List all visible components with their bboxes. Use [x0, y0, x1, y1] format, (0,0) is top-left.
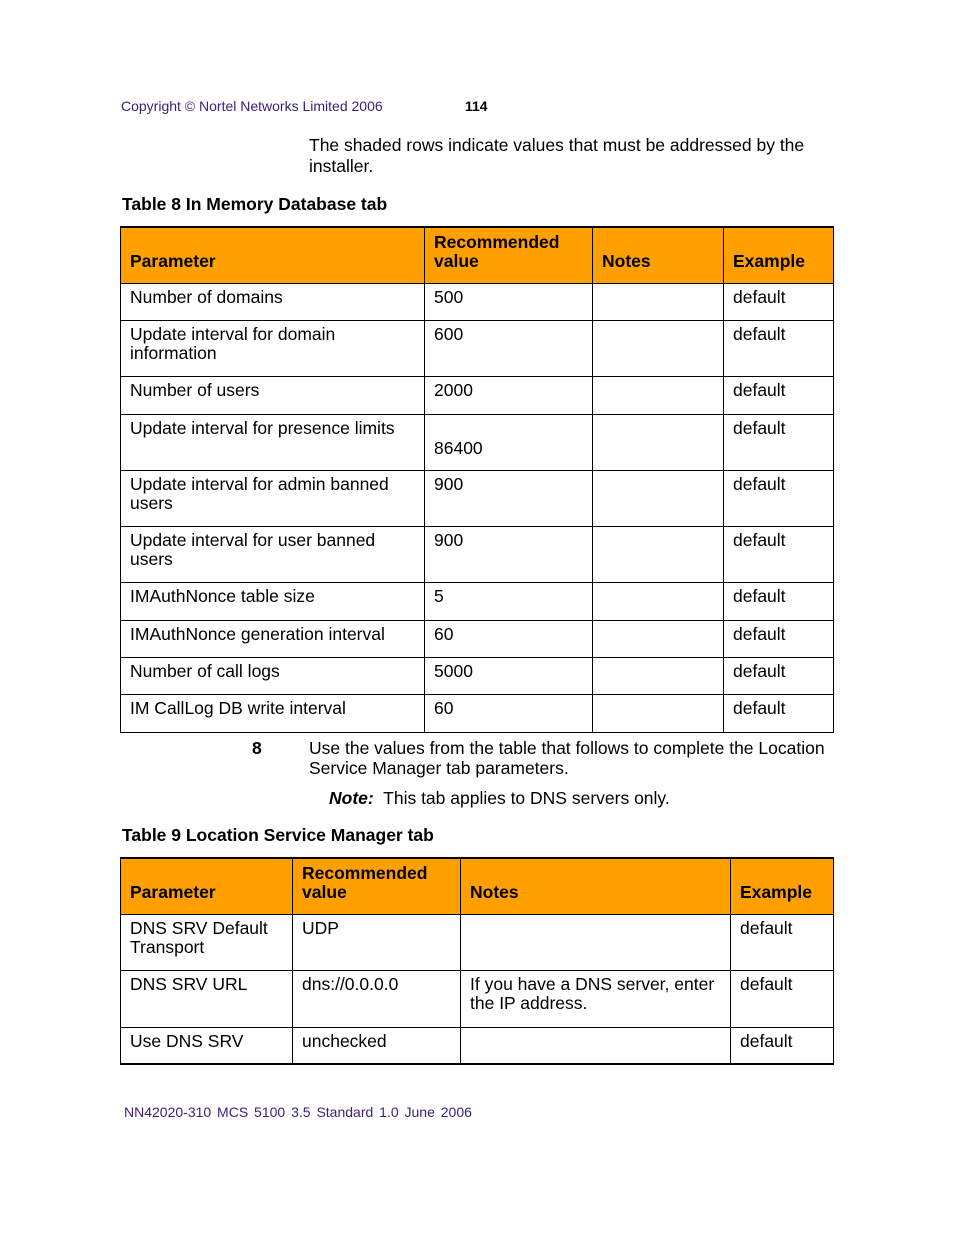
table-cell	[593, 376, 724, 414]
table-cell: IMAuthNonce generation interval	[121, 620, 425, 657]
table8	[120, 226, 834, 733]
table-cell: Number of users	[121, 376, 425, 414]
table9-header-row	[121, 858, 834, 914]
table-cell	[461, 1027, 731, 1064]
table-cell: default	[724, 657, 834, 694]
table-row	[121, 376, 834, 414]
table-row	[121, 470, 834, 526]
table-cell: 900	[425, 470, 593, 526]
table8-col-header: Example	[724, 227, 834, 283]
table-cell: IMAuthNonce table size	[121, 582, 425, 620]
table-cell	[593, 657, 724, 694]
table-cell: 86400	[425, 414, 593, 470]
table-cell: default	[724, 414, 834, 470]
table-cell: default	[731, 1027, 834, 1064]
copyright-header: Copyright © Nortel Networks Limited 2006	[121, 98, 383, 114]
table9	[120, 857, 834, 1065]
table9-col-header: Recommended value	[293, 858, 461, 914]
table-cell: Number of call logs	[121, 657, 425, 694]
note-label: Note:	[329, 788, 374, 808]
intro-paragraph: The shaded rows indicate values that must be addressed by the installer.	[309, 135, 805, 176]
step-number: 8	[252, 738, 262, 758]
table8-col-header: Recommended value	[425, 227, 593, 283]
table-cell: default	[724, 376, 834, 414]
table-row	[121, 582, 834, 620]
table-cell: 900	[425, 526, 593, 582]
step-text: Use the values from the table that follows to complete the Location Service Manager tab parameters.	[309, 738, 825, 778]
table-cell: 5	[425, 582, 593, 620]
table-cell	[593, 694, 724, 732]
table9-col-header: Parameter	[121, 858, 293, 914]
table-cell: 600	[425, 320, 593, 376]
table-row	[121, 970, 834, 1027]
table-cell: default	[724, 582, 834, 620]
note	[329, 788, 670, 809]
table9-caption: Table 9 Location Service Manager tab	[122, 825, 434, 845]
table-cell: Update interval for admin banned users	[121, 470, 425, 526]
note-text: This tab applies to DNS servers only.	[383, 788, 670, 808]
table-row	[121, 620, 834, 657]
table-cell: Update interval for domain information	[121, 320, 425, 376]
table-cell	[593, 582, 724, 620]
table-cell	[593, 526, 724, 582]
table-cell: default	[731, 914, 834, 970]
table-cell: Update interval for presence limits	[121, 414, 425, 470]
table-cell	[461, 914, 731, 970]
document-footer: NN42020-310 MCS 5100 3.5 Standard 1.0 June 2006	[124, 1104, 472, 1120]
table-cell: default	[724, 320, 834, 376]
table-cell	[593, 320, 724, 376]
table-cell: IM CallLog DB write interval	[121, 694, 425, 732]
table9-col-header: Notes	[461, 858, 731, 914]
table-cell: default	[731, 970, 834, 1027]
table-cell	[593, 414, 724, 470]
table8-col-header: Notes	[593, 227, 724, 283]
table-row	[121, 694, 834, 732]
table-cell: 2000	[425, 376, 593, 414]
table-cell: DNS SRV URL	[121, 970, 293, 1027]
table-cell: dns://0.0.0.0	[293, 970, 461, 1027]
table-cell: default	[724, 526, 834, 582]
table-cell: UDP	[293, 914, 461, 970]
table-row	[121, 1027, 834, 1064]
table-cell: 60	[425, 620, 593, 657]
table-cell: 60	[425, 694, 593, 732]
table-cell: DNS SRV Default Transport	[121, 914, 293, 970]
table-row	[121, 414, 834, 470]
table-cell: default	[724, 620, 834, 657]
table-row	[121, 526, 834, 582]
table-cell: unchecked	[293, 1027, 461, 1064]
table-cell: Number of domains	[121, 283, 425, 320]
table-cell: 5000	[425, 657, 593, 694]
table-cell	[593, 620, 724, 657]
table-row	[121, 914, 834, 970]
table-row	[121, 283, 834, 320]
table-cell	[593, 470, 724, 526]
table-row	[121, 657, 834, 694]
table-cell: default	[724, 694, 834, 732]
table-cell: default	[724, 283, 834, 320]
table-cell: Use DNS SRV	[121, 1027, 293, 1064]
table-cell: Update interval for user banned users	[121, 526, 425, 582]
page-number: 114	[465, 98, 488, 114]
table-cell	[593, 283, 724, 320]
table-row	[121, 320, 834, 376]
table-cell: If you have a DNS server, enter the IP address.	[461, 970, 731, 1027]
table9-col-header: Example	[731, 858, 834, 914]
table-cell: 500	[425, 283, 593, 320]
table8-header-row	[121, 227, 834, 283]
table8-caption: Table 8 In Memory Database tab	[122, 194, 388, 214]
table8-col-header: Parameter	[121, 227, 425, 283]
table-cell: default	[724, 470, 834, 526]
